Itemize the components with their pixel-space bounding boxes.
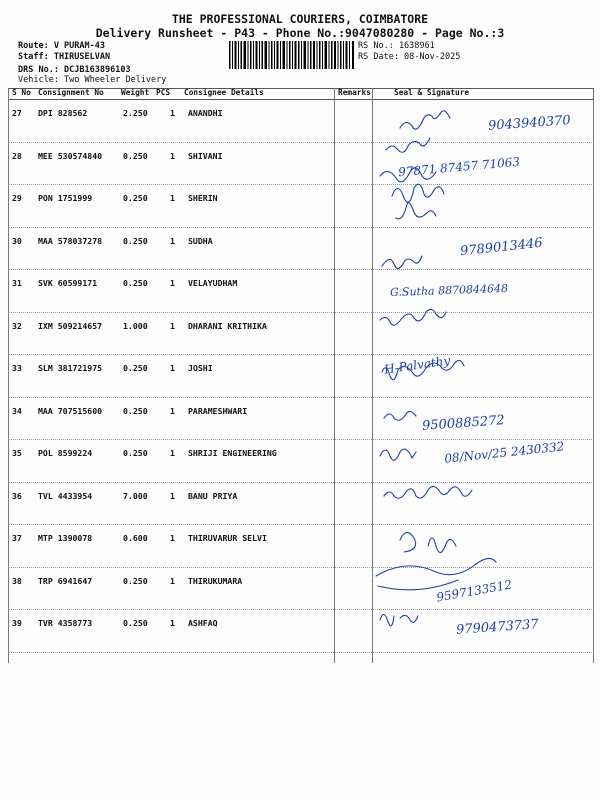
row-consignment-no: POL 8599224 [38,448,93,458]
table-row [8,524,594,567]
row-sno: 27 [12,108,22,118]
row-pcs: 1 [170,575,175,586]
handwritten-phone-27: 9043940370 [487,113,572,134]
row-sno: 31 [12,278,22,288]
row-sno: 32 [12,320,22,331]
table-row [8,184,594,227]
row-consignee: SHRIJI ENGINEERING [188,448,277,458]
row-pcs: 1 [170,108,175,118]
column-header-consignee: Consignee Details [184,88,264,97]
handwritten-31: G.Sutha 8870844648 [389,281,509,300]
row-sno: 34 [12,405,22,416]
handwritten-phone-39: 9790473737 [455,617,540,638]
row-consignment-no: IXM 509214657 [38,320,103,331]
row-pcs: 1 [170,193,175,203]
row-weight: 0.250 [123,405,148,416]
column-header-pcs: PCS [156,88,171,97]
row-consignment-no: MAA 578037278 [38,235,103,246]
row-sno: 35 [12,448,22,458]
runsheet-subtitle: Delivery Runsheet - P43 - Phone No.:9047080280 - Page No.:3 [95,26,505,40]
row-consignment-no: MEE 530574840 [38,150,103,161]
row-sno: 33 [12,363,22,373]
row-weight: 0.250 [123,235,148,246]
rs-date: RS Date: 08-Nov-2025 [358,52,461,62]
row-pcs: 1 [170,320,175,331]
row-consignment-no: TVR 4358773 [38,618,93,628]
handwritten-phone-34: 9500885272 [421,413,506,434]
column-header-consignment: Consignment No [38,88,104,97]
row-consignee: JOSHI [188,363,213,373]
row-consignee: SHIVANI [188,150,223,161]
barcode [229,41,354,69]
row-weight: 0.250 [123,150,148,161]
row-consignee: ASHFAQ [188,618,218,628]
row-consignment-no: TRP 6941647 [38,575,93,586]
column-header-sno: S No [12,88,31,97]
row-consignee: DHARANI KRITHIKA [188,320,267,331]
drs-number: DRS No.: DCJB163896103 [18,65,131,75]
vehicle-label: Vehicle: Two Wheeler Delivery [18,75,167,85]
row-pcs: 1 [170,278,175,288]
row-consignment-no: SVK 60599171 [38,278,98,288]
row-pcs: 1 [170,490,175,501]
row-pcs: 1 [170,405,175,416]
row-pcs: 1 [170,363,175,373]
row-weight: 0.250 [123,363,148,373]
row-consignment-no: MTP 1390078 [38,533,93,543]
row-consignee: THIRUVARUR SELVI [188,533,267,543]
row-sno: 28 [12,150,22,161]
row-pcs: 1 [170,533,175,543]
company-title: THE PROFESSIONAL COURIERS, COIMBATORE [171,12,429,26]
row-consignee: VELAYUDHAM [188,278,238,288]
row-pcs: 1 [170,150,175,161]
row-weight: 0.250 [123,448,148,458]
row-consignment-no: PON 1751999 [38,193,93,203]
column-header-signature: Seal & Signature [394,88,470,97]
row-sno: 36 [12,490,22,501]
row-weight: 0.250 [123,575,148,586]
handwritten-phone-28: 97871 87457 71063 [397,154,521,180]
row-weight: 2.250 [123,108,148,118]
row-weight: 0.250 [123,278,148,288]
table-row [8,397,594,440]
handwritten-phone-30: 9789013446 [459,235,544,260]
handwritten-33: H-Palvathy [383,353,451,377]
table-row [8,482,594,525]
row-divider [8,652,594,653]
row-consignment-no: MAA 707515600 [38,405,103,416]
table-row [8,354,594,397]
runsheet-table [8,88,594,663]
row-consignee: SHERIN [188,193,218,203]
row-consignee: BANU PRIYA [188,490,238,501]
row-consignment-no: DPI 828562 [38,108,88,118]
row-pcs: 1 [170,235,175,246]
row-sno: 29 [12,193,22,203]
row-weight: 0.250 [123,618,148,628]
row-weight: 7.000 [123,490,148,501]
row-sno: 30 [12,235,22,246]
rs-number: RS No.: 1638961 [358,41,435,51]
row-pcs: 1 [170,448,175,458]
row-sno: 39 [12,618,22,628]
row-consignee: THIRUKUMARA [188,575,243,586]
handwritten-phone-38: 9597133512 [435,577,513,605]
table-row [8,312,594,355]
row-pcs: 1 [170,618,175,628]
route-label: Route: V PURAM-43 [18,41,105,51]
row-consignee: ANANDHI [188,108,223,118]
handwritten-35: 08/Nov/25 2430332 [443,439,565,466]
row-weight: 1.000 [123,320,148,331]
column-header-remarks: Remarks [338,88,371,97]
row-consignment-no: SLM 381721975 [38,363,103,373]
row-consignment-no: TVL 4433954 [38,490,93,501]
column-header-weight: Weight [121,88,150,97]
row-consignee: PARAMESHWARI [188,405,248,416]
row-sno: 37 [12,533,22,543]
row-weight: 0.250 [123,193,148,203]
staff-label: Staff: THIRUSELVAN [18,52,111,62]
row-sno: 38 [12,575,22,586]
row-consignee: SUDHA [188,235,213,246]
row-weight: 0.600 [123,533,148,543]
